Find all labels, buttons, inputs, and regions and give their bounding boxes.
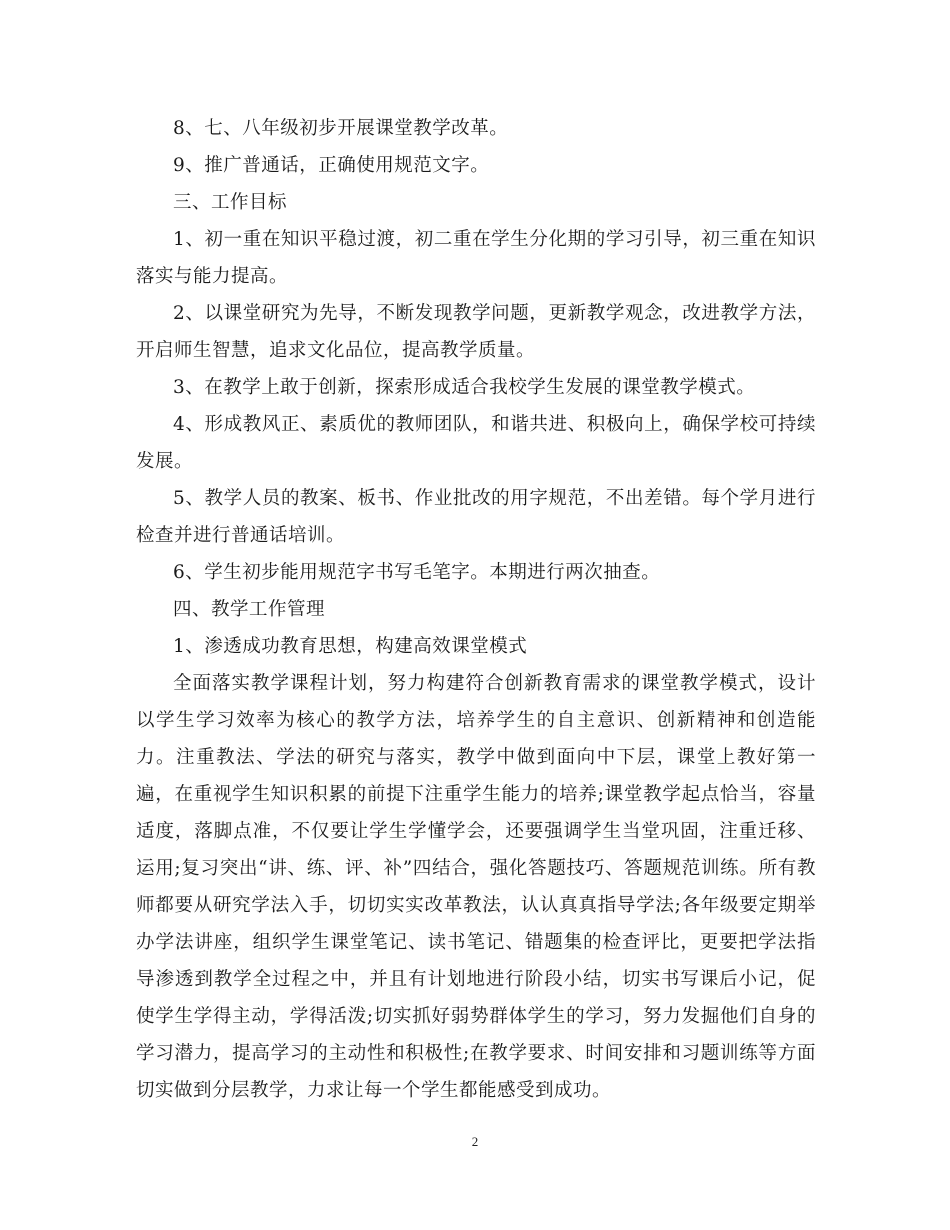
document-body — [136, 110, 816, 1109]
goal-item-6: 6、学生初步能用规范字书写毛笔字。本期进行两次抽查。 — [173, 562, 661, 583]
paragraph-item-8: 8、七、八年级初步开展课堂教学改革。 — [173, 118, 509, 139]
goal-item-2: 2、以课堂研究为先导，不断发现教学问题，更新教学观念，改进教学方法，开启师生智慧，追求文化品位，提高教学质量。 — [136, 303, 816, 361]
page-number: 2 — [471, 1134, 479, 1149]
paragraph-item-9: 9、推广普通话，正确使用规范文字。 — [173, 155, 490, 176]
goal-item-3: 3、在教学上敢于创新，探索形成适合我校学生发展的课堂教学模式。 — [173, 377, 756, 398]
goal-item-5: 5、教学人员的教案、板书、作业批改的用字规范，不出差错。每个学月进行检查并进行普通话培训。 — [136, 488, 816, 546]
goal-item-4: 4、形成教风正、素质优的教师团队，和谐共进、积极向上，确保学校可持续发展。 — [136, 414, 816, 472]
section-heading-teaching-management: 四、教学工作管理 — [173, 599, 326, 620]
body-paragraph: 全面落实教学课程计划，努力构建符合创新教育需求的课堂教学模式，设计以学生学习效率为核心的教学方法，培养学生的自主意识、创新精神和创造能力。注重教法、学法的研究与落实，教学中做到面向中下层，课堂上教好第一遍，在重视学生知识积累的前提下注重学生能力的培养;课堂教学起点恰当，容量适度，落脚点准，不仅要让学生学懂学会，还要强调学生当堂巩固，注重迁移、运用;复习突出“讲、练、评、补”四结合，强化答题技巧、答题规范训练。所有教师都要从研究学法入手，切切实实改革教法，认认真真指导学法;各年级要定期举办学法讲座，组织学生课堂笔记、读书笔记、错题集的检查评比，更要把学法指导渗透到教学全过程之中，并且有计划地进行阶段小结，切实书写课后小记，促使学生学得主动，学得活泼;切实抓好弱势群体学生的学习，努力发掘他们自身的学习潜力，提高学习的主动性和积极性;在教学要求、时间安排和习题训练等方面切实做到分层教学，力求让每一个学生都能感受到成功。 — [136, 673, 816, 1101]
subheading-success-education: 1、渗透成功教育思想，构建高效课堂模式 — [173, 636, 528, 657]
goal-item-1: 1、初一重在知识平稳过渡，初二重在学生分化期的学习引导，初三重在知识落实与能力提高。 — [136, 229, 816, 287]
section-heading-work-goals: 三、工作目标 — [173, 192, 288, 213]
